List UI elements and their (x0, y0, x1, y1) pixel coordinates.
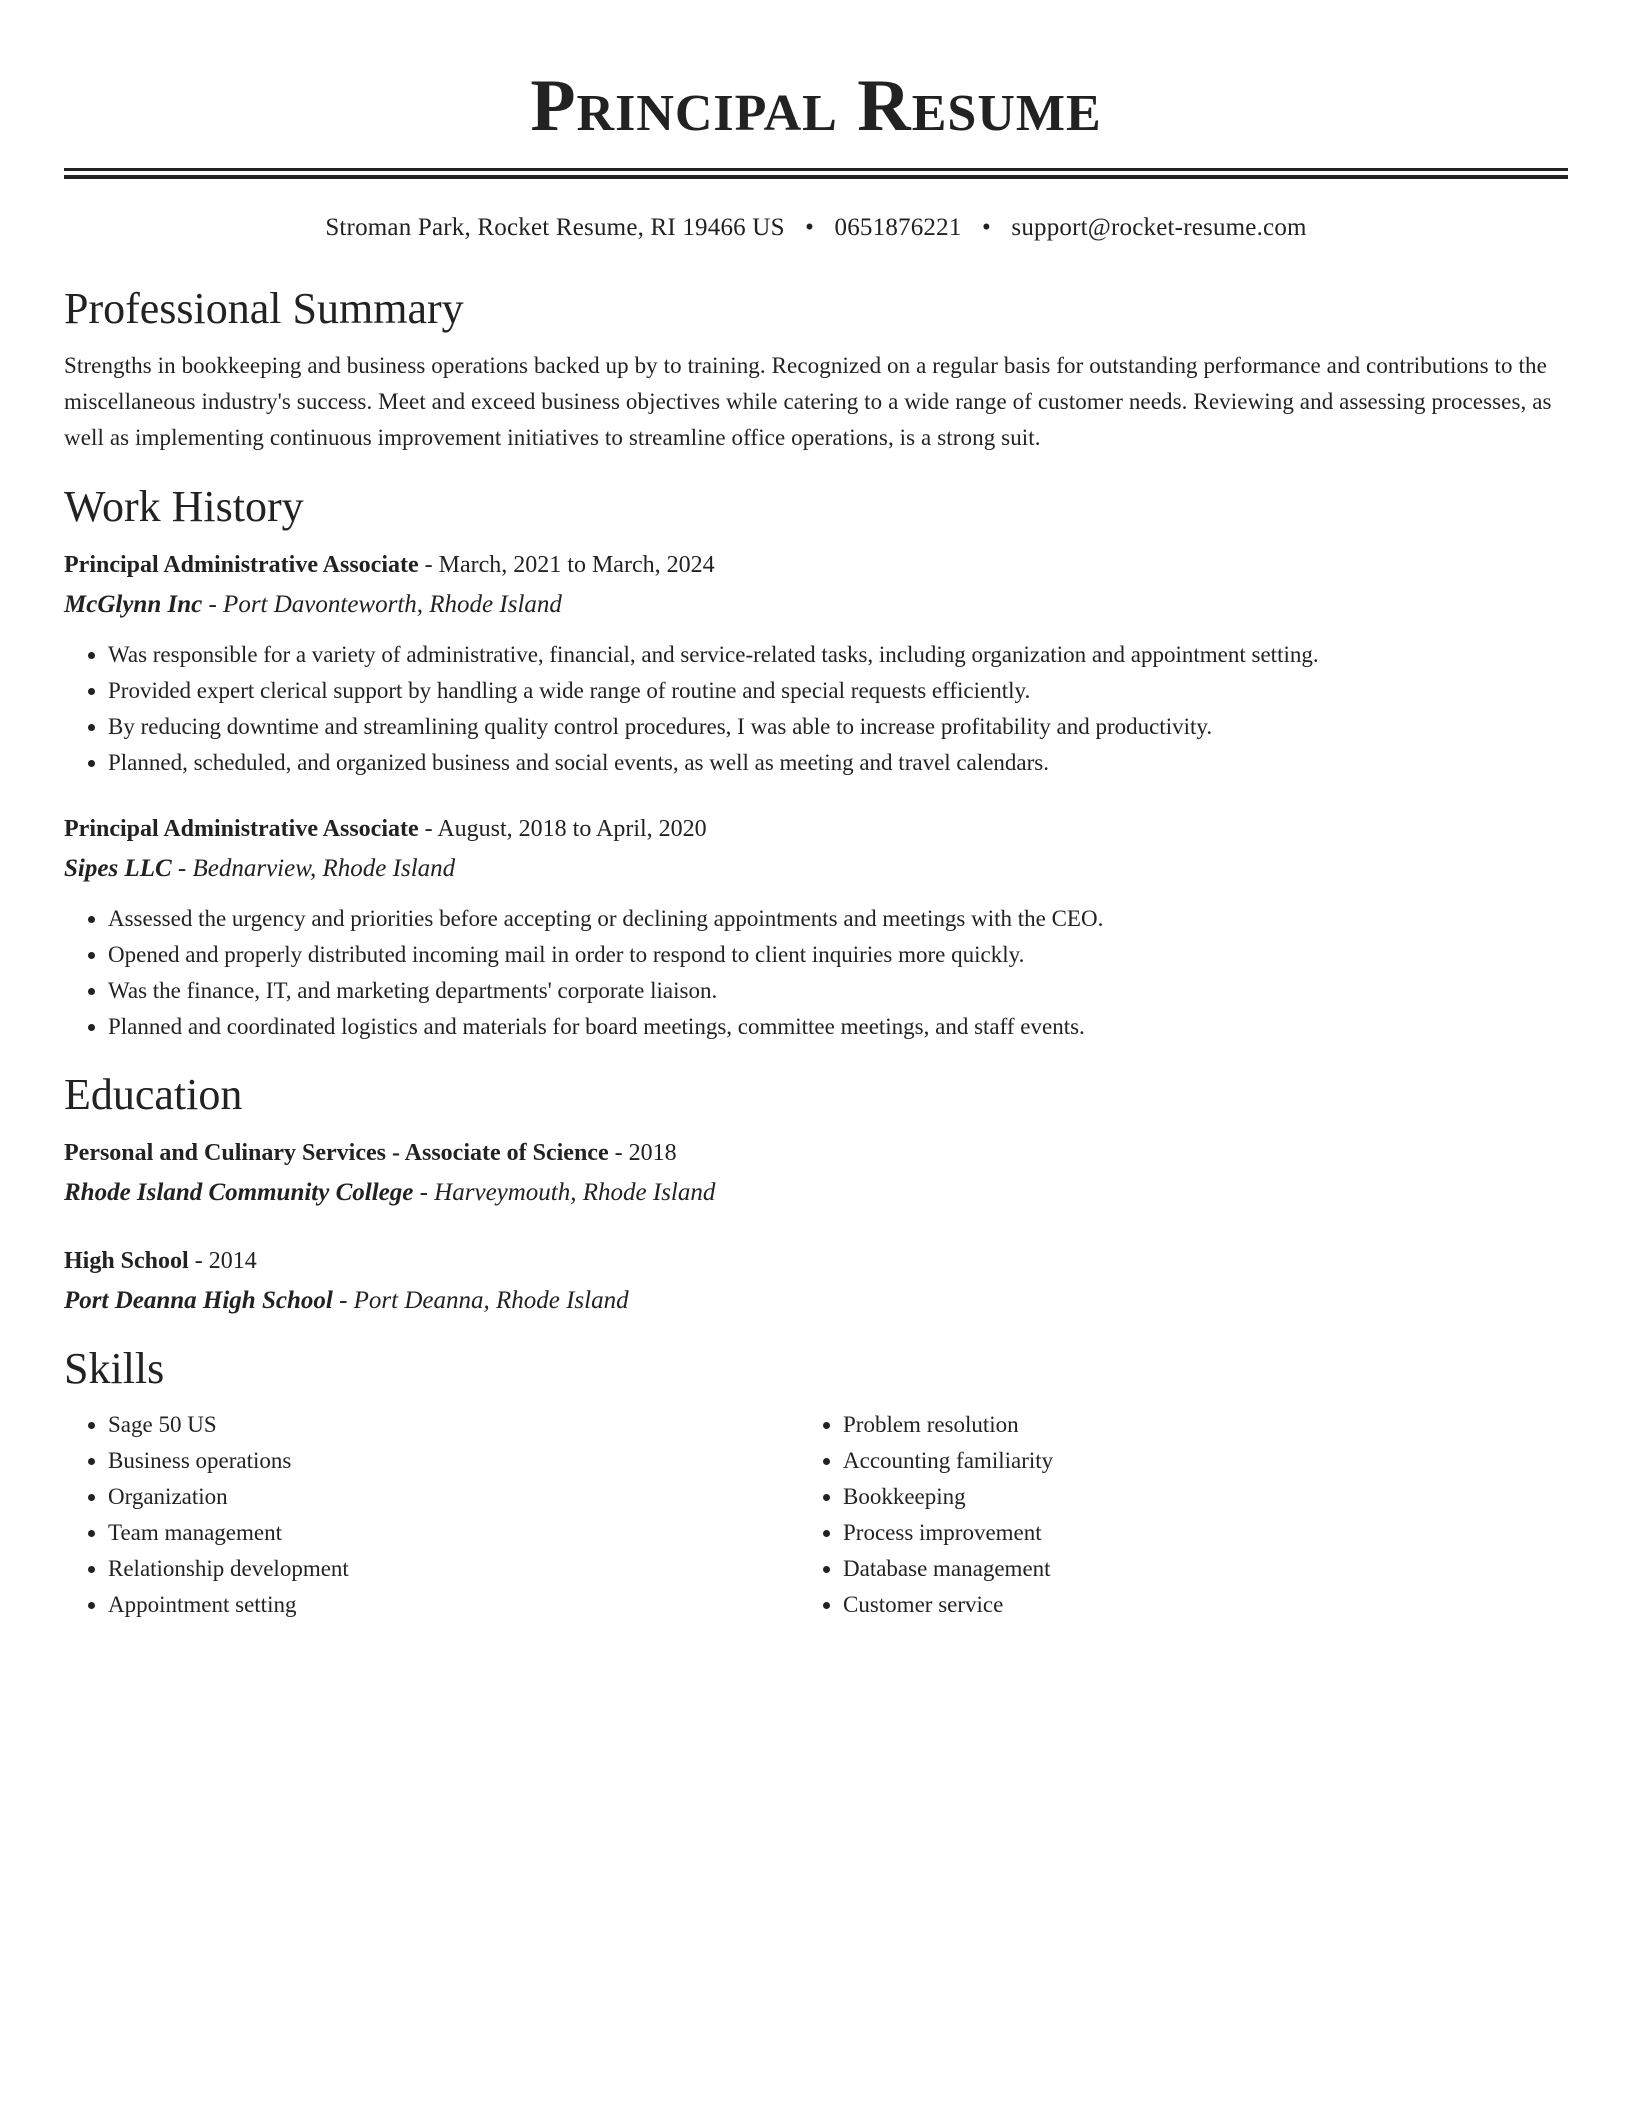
contact-separator: • (981, 214, 991, 241)
job-bullets (64, 637, 1568, 781)
job-entry (64, 811, 1568, 1045)
contact-email: support@rocket-resume.com (1011, 214, 1307, 241)
skill-item: • Bookkeeping (843, 1479, 1534, 1515)
job-bullet: • Planned, scheduled, and organized business and social events, as well as meeting and travel calendars. (108, 745, 1568, 781)
skills-column-right (799, 1407, 1534, 1623)
skill-item: • Team management (108, 1515, 799, 1551)
skill-item: • Organization (108, 1479, 799, 1515)
education-location: - Harveymouth, Rhode Island (413, 1179, 716, 1206)
education-entry (64, 1243, 1568, 1319)
job-company: Sipes LLC (64, 855, 172, 882)
section-heading-skills: Skills (64, 1344, 165, 1393)
skill-item: • Appointment setting (108, 1587, 799, 1623)
contact-address: Stroman Park, Rocket Resume, RI 19466 US (325, 214, 785, 241)
education-entry (64, 1135, 1568, 1211)
skill-item: • Sage 50 US (108, 1407, 799, 1443)
skill-item: • Business operations (108, 1443, 799, 1479)
skill-item: • Process improvement (843, 1515, 1534, 1551)
education-location: - Port Deanna, Rhode Island (332, 1287, 629, 1314)
resume-page (64, 0, 1568, 1623)
section-heading-work-history: Work History (64, 482, 304, 531)
education-degree-line (64, 1243, 1568, 1279)
education-degree: High School (64, 1248, 189, 1274)
job-location: - Port Davonteworth, Rhode Island (202, 591, 562, 618)
job-bullet: • Was the finance, IT, and marketing departments' corporate liaison. (108, 973, 1568, 1009)
job-entry (64, 547, 1568, 781)
skills-column-left (64, 1407, 799, 1623)
skills-list (64, 1407, 799, 1623)
job-title: Principal Administrative Associate (64, 552, 419, 578)
section-heading-summary: Professional Summary (64, 284, 464, 333)
job-title-line (64, 547, 1568, 583)
job-location: - Bednarview, Rhode Island (171, 855, 456, 882)
education-school-line (64, 1175, 1568, 1211)
job-bullet: • Planned and coordinated logistics and materials for board meetings, committee meetings, and staff events. (108, 1009, 1568, 1045)
job-company: McGlynn Inc (64, 591, 203, 618)
education-school-line (64, 1283, 1568, 1319)
skill-item: • Relationship development (108, 1551, 799, 1587)
contact-separator: • (805, 214, 815, 241)
job-bullet: • Assessed the urgency and priorities before accepting or declining appointments and meetings with the CEO. (108, 901, 1568, 937)
contact-phone: 0651876221 (834, 214, 962, 241)
job-bullet: • Opened and properly distributed incoming mail in order to respond to client inquiries more quickly. (108, 937, 1568, 973)
job-title: Principal Administrative Associate (64, 816, 419, 842)
title-divider (64, 168, 1568, 179)
contact-line (64, 211, 1568, 245)
education-school: Port Deanna High School (64, 1287, 333, 1314)
job-bullet: • Provided expert clerical support by handling a wide range of routine and special requests efficiently. (108, 673, 1568, 709)
education-school: Rhode Island Community College (64, 1179, 414, 1206)
job-bullets (64, 901, 1568, 1045)
resume-title: Principal Resume (530, 65, 1102, 147)
skill-item: • Customer service (843, 1587, 1534, 1623)
section-heading-education: Education (64, 1070, 243, 1119)
skills-grid (64, 1407, 1568, 1623)
job-bullet: • By reducing downtime and streamlining quality control procedures, I was able to increase profitability and productivity. (108, 709, 1568, 745)
job-title-line (64, 811, 1568, 847)
education-degree: Personal and Culinary Services - Associate of Science (64, 1140, 609, 1166)
job-dates: - August, 2018 to April, 2020 (418, 816, 707, 842)
job-dates: - March, 2021 to March, 2024 (418, 552, 715, 578)
skills-list (799, 1407, 1534, 1623)
education-year: - 2014 (188, 1248, 257, 1274)
education-year: - 2018 (608, 1140, 677, 1166)
skill-item: • Accounting familiarity (843, 1443, 1534, 1479)
job-company-line (64, 587, 1568, 623)
education-degree-line (64, 1135, 1568, 1171)
job-company-line (64, 851, 1568, 887)
summary-text: Strengths in bookkeeping and business operations backed up by to training. Recognized on a regular basis for outstanding performance and contributions to the miscellaneous industry's success. Meet and exceed business objectives while catering to a wide range of customer needs. Reviewing and assessing processes, as well as implementing continuous improvement initiatives to streamline office operations, is a strong suit. (64, 353, 1552, 450)
skill-item: • Database management (843, 1551, 1534, 1587)
skill-item: • Problem resolution (843, 1407, 1534, 1443)
job-bullet: • Was responsible for a variety of administrative, financial, and service-related tasks, including organization and appointment setting. (108, 637, 1568, 673)
